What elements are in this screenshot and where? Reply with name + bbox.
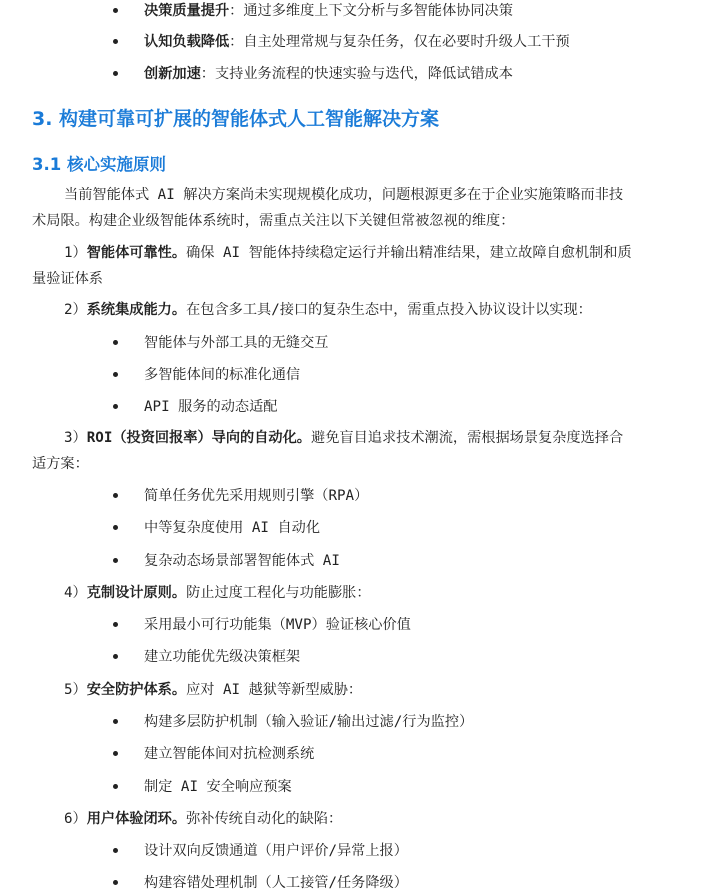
list-item [0, 840, 710, 862]
list-item [0, 31, 710, 53]
list-item [0, 614, 710, 636]
principle-title: 用户体验闭环。 [86, 811, 187, 827]
principle-text: 量验证体系 [32, 271, 103, 287]
bullet-text: ：支持业务流程的快速实验与迭代，降低试错成本 [200, 66, 513, 82]
bullet-label: 创新加速 [144, 66, 201, 82]
principle-text: 弥补传统自动化的缺陷： [186, 811, 343, 827]
bullet-text: 简单任务优先采用规则引擎（RPA） [144, 488, 369, 504]
bullet-icon [113, 8, 118, 13]
principle-text: 在包含多工具/接口的复杂生态中，需重点投入协议设计以实现： [186, 302, 592, 318]
bullet-icon [113, 880, 118, 885]
bullet-icon [113, 372, 118, 377]
bullet-text: 中等复杂度使用 AI 自动化 [144, 520, 321, 536]
bullet-text: 构建容错处理机制（人工接管/任务降级） [144, 875, 408, 891]
bullet-text: API 服务的动态适配 [144, 399, 278, 415]
principle-number: 5） [64, 682, 87, 698]
bullet-label: 认知负载降低 [144, 34, 230, 50]
principle-title: 智能体可靠性。 [86, 245, 187, 261]
principle-title: 系统集成能力。 [86, 302, 187, 318]
list-item [0, 776, 710, 798]
principle-paragraph [32, 806, 682, 832]
list-item [0, 550, 710, 572]
list-item [0, 0, 710, 22]
principle-paragraph [32, 297, 682, 323]
principle-title: ROI（投资回报率）导向的自动化。 [86, 430, 311, 446]
principle-number: 2） [64, 302, 87, 318]
principle-paragraph [32, 425, 682, 477]
bullet-icon [113, 404, 118, 409]
subsection-heading: 3.1 核心实施原则 [32, 155, 166, 174]
principle-title: 安全防护体系。 [86, 682, 187, 698]
principle-text: 适方案： [32, 456, 89, 472]
list-item [0, 485, 710, 507]
bullet-text: 智能体与外部工具的无缝交互 [144, 335, 329, 351]
principle-text: 确保 AI 智能体持续稳定运行并输出精准结果，建立故障自愈机制和质 [186, 245, 632, 261]
principle-text: 防止过度工程化与功能膨胀： [186, 585, 371, 601]
bullet-icon [113, 558, 118, 563]
intro-paragraph [32, 182, 682, 234]
list-item [0, 711, 710, 733]
list-item [0, 364, 710, 386]
bullet-text: 采用最小可行功能集（MVP）验证核心价值 [144, 617, 411, 633]
bullet-icon [113, 525, 118, 530]
principle-paragraph [32, 240, 682, 292]
list-item [0, 332, 710, 354]
bullet-icon [113, 719, 118, 724]
list-item [0, 646, 710, 668]
bullet-text: ：自主处理常规与复杂任务，仅在必要时升级人工干预 [229, 34, 570, 50]
bullet-text: 制定 AI 安全响应预案 [144, 779, 292, 795]
bullet-text: 多智能体间的标准化通信 [144, 367, 301, 383]
section-heading: 3. 构建可靠可扩展的智能体式人工智能解决方案 [32, 108, 440, 130]
principle-paragraph [32, 580, 682, 606]
bullet-text: ：通过多维度上下文分析与多智能体协同决策 [229, 3, 513, 19]
paragraph-line: 术局限。构建企业级智能体系统时，需重点关注以下关键但常被忽视的维度： [32, 213, 515, 229]
bullet-label: 决策质量提升 [144, 3, 230, 19]
principle-text: 避免盲目追求技术潮流，需根据场景复杂度选择合 [311, 430, 624, 446]
bullet-text: 建立功能优先级决策框架 [144, 649, 301, 665]
principle-number: 6） [64, 811, 87, 827]
principle-text: 应对 AI 越狱等新型威胁： [186, 682, 363, 698]
list-item [0, 872, 710, 894]
bullet-icon [113, 751, 118, 756]
bullet-icon [113, 848, 118, 853]
list-item [0, 743, 710, 765]
list-item [0, 396, 710, 418]
bullet-text: 建立智能体间对抗检测系统 [144, 746, 315, 762]
bullet-text: 复杂动态场景部署智能体式 AI [144, 553, 340, 569]
bullet-icon [113, 493, 118, 498]
principle-number: 3） [64, 430, 87, 446]
bullet-text: 设计双向反馈通道（用户评价/异常上报） [144, 843, 408, 859]
principle-number: 4） [64, 585, 87, 601]
bullet-icon [113, 784, 118, 789]
bullet-icon [113, 39, 118, 44]
list-item [0, 63, 710, 85]
list-item [0, 517, 710, 539]
paragraph-line: 当前智能体式 AI 解决方案尚未实现规模化成功，问题根源更多在于企业实施策略而非技 [64, 187, 624, 203]
bullet-icon [113, 71, 118, 76]
bullet-icon [113, 622, 118, 627]
principle-number: 1） [64, 245, 87, 261]
bullet-icon [113, 654, 118, 659]
bullet-text: 构建多层防护机制（输入验证/输出过滤/行为监控） [144, 714, 474, 730]
principle-title: 克制设计原则。 [86, 585, 187, 601]
principle-paragraph [32, 677, 682, 703]
bullet-icon [113, 340, 118, 345]
